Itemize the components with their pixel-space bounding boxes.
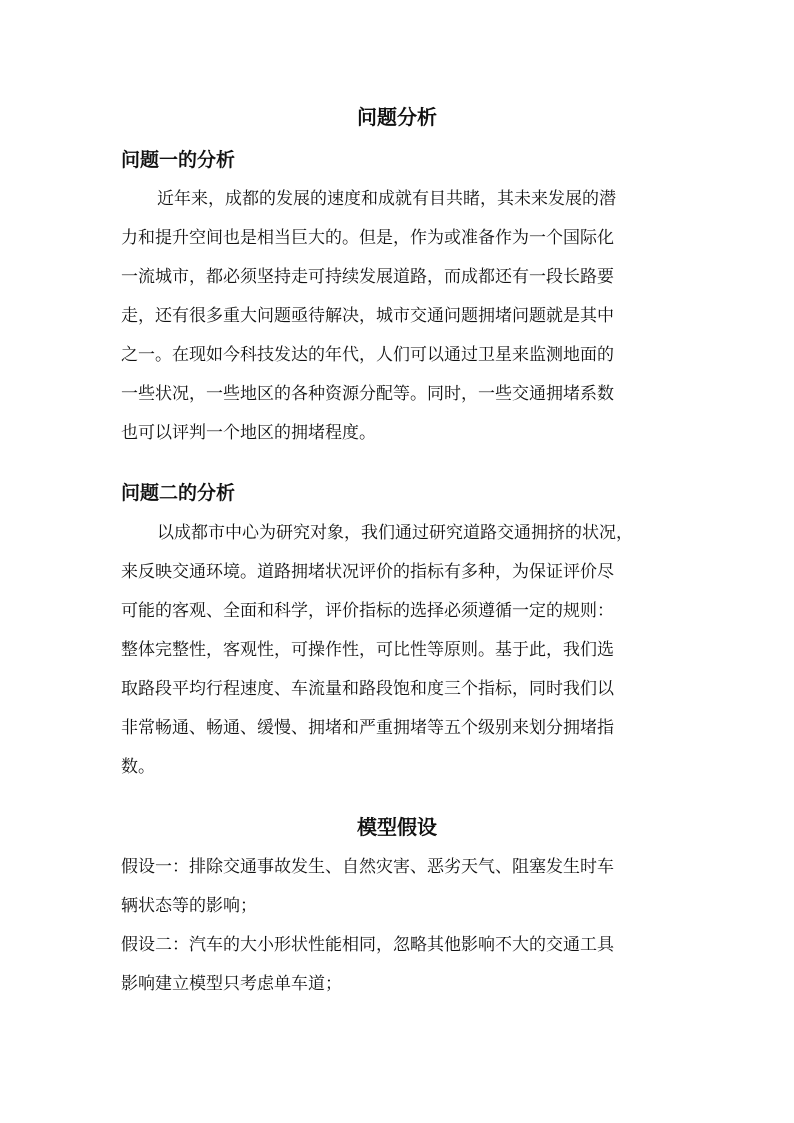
paragraph-line: 数。 <box>121 757 155 777</box>
paragraph-line: 可能的客观、全面和科学，评价指标的选择必须遵循一定的规则： <box>121 601 614 621</box>
paragraph-line: 一些状况，一些地区的各种资源分配等。同时，一些交通拥堵系数 <box>121 384 614 404</box>
page-title: 问题分析 <box>357 105 437 129</box>
assumptions-list <box>121 848 666 1004</box>
assumption-line: 假设一：排除交通事故发生、自然灾害、恶劣天气、阻塞发生时车 <box>121 857 614 877</box>
paragraph-line: 之一。在现如今科技发达的年代，人们可以通过卫星来监测地面的 <box>121 345 614 365</box>
paragraph-line: 来反映交通环境。道路拥堵状况评价的指标有多种，为保证评价尽 <box>121 562 614 582</box>
assumption-line: 辆状态等的影响； <box>121 896 257 916</box>
paragraph-line: 整体完整性，客观性，可操作性，可比性等原则。基于此，我们选 <box>121 640 614 660</box>
paragraph-line: 非常畅通、畅通、缓慢、拥堵和严重拥堵等五个级别来划分拥堵指 <box>121 718 614 738</box>
section-heading-problem-one: 问题一的分析 <box>121 149 236 171</box>
paragraph-line: 取路段平均行程速度、车流量和路段饱和度三个指标，同时我们以 <box>121 679 614 699</box>
assumptions-title: 模型假设 <box>357 815 437 839</box>
paragraph-line: 一流城市，都必须坚持走可持续发展道路，而成都还有一段长路要 <box>121 267 614 287</box>
section-paragraph-problem-two <box>121 514 666 787</box>
section-paragraph-problem-one <box>121 180 666 453</box>
paragraph-line: 近年来，成都的发展的速度和成就有目共睹，其未来发展的潜 <box>157 189 616 209</box>
paragraph-line: 以成都市中心为研究对象，我们通过研究道路交通拥挤的状况， <box>157 523 633 543</box>
paragraph-line: 也可以评判一个地区的拥堵程度。 <box>121 423 376 443</box>
assumption-line: 影响建立模型只考虑单车道； <box>121 974 342 994</box>
paragraph-line: 力和提升空间也是相当巨大的。但是，作为或准备作为一个国际化 <box>121 228 614 248</box>
assumption-line: 假设二：汽车的大小形状性能相同，忽略其他影响不大的交通工具 <box>121 935 614 955</box>
section-heading-problem-two: 问题二的分析 <box>121 482 236 504</box>
paragraph-line: 走，还有很多重大问题亟待解决，城市交通问题拥堵问题就是其中 <box>121 306 614 326</box>
